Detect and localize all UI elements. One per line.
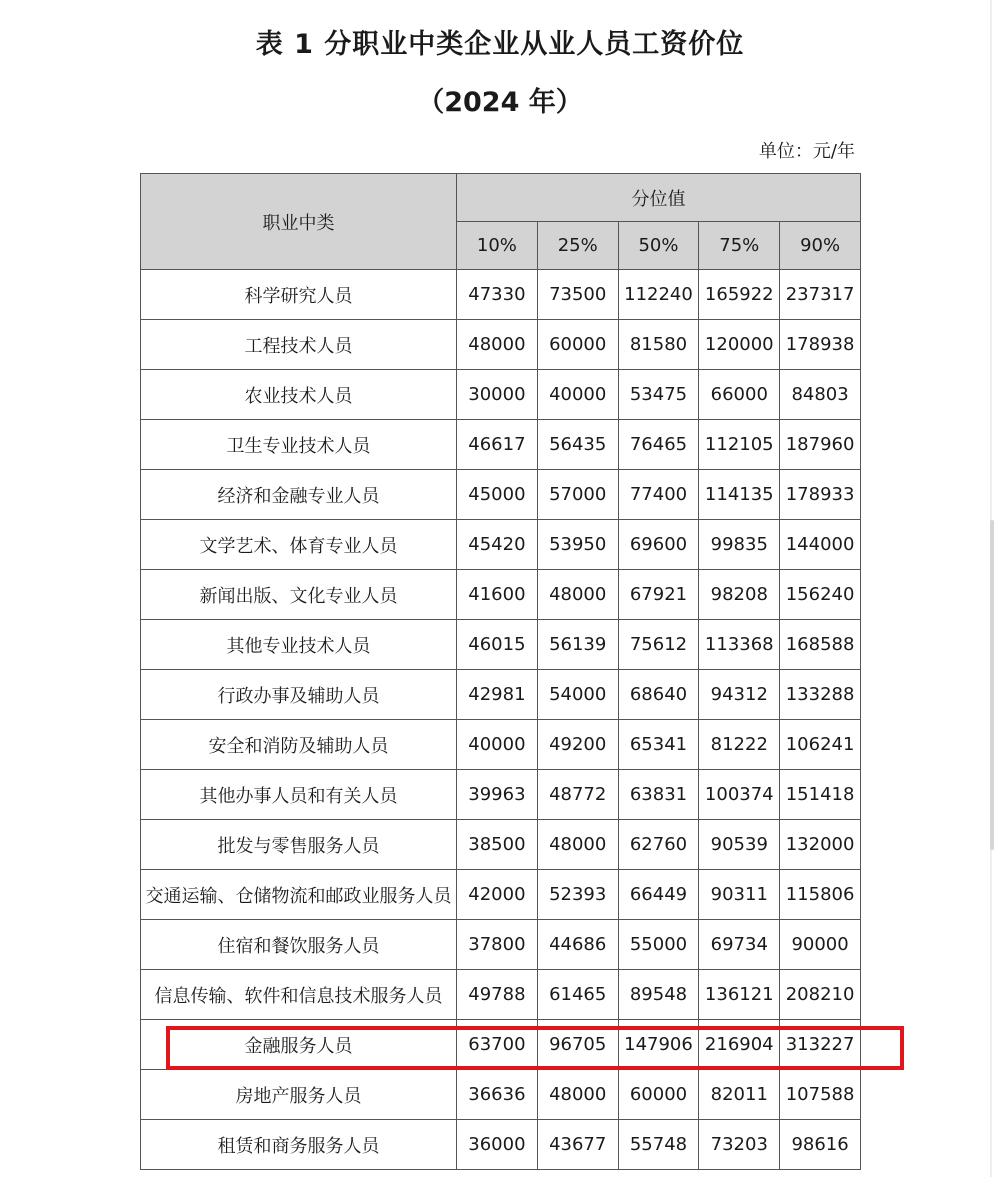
wage-value-cell: 84803 [780, 370, 861, 420]
wage-value-cell: 144000 [780, 520, 861, 570]
wage-value-cell: 66000 [699, 370, 780, 420]
wage-value-cell: 47330 [457, 270, 538, 320]
wage-value-cell: 62760 [618, 820, 699, 870]
occupation-cell: 交通运输、仓储物流和邮政业服务人员 [141, 870, 457, 920]
wage-value-cell: 237317 [780, 270, 861, 320]
wage-value-cell: 90539 [699, 820, 780, 870]
occupation-cell: 信息传输、软件和信息技术服务人员 [141, 970, 457, 1020]
wage-value-cell: 38500 [457, 820, 538, 870]
table-row [141, 770, 861, 820]
wage-value-cell: 73203 [699, 1120, 780, 1170]
occupation-cell: 租赁和商务服务人员 [141, 1120, 457, 1170]
wage-value-cell: 216904 [699, 1020, 780, 1070]
wage-value-cell: 168588 [780, 620, 861, 670]
wage-value-cell: 36636 [457, 1070, 538, 1120]
wage-value-cell: 46617 [457, 420, 538, 470]
wage-value-cell: 136121 [699, 970, 780, 1020]
occupation-cell: 住宿和餐饮服务人员 [141, 920, 457, 970]
table-row [141, 620, 861, 670]
occupation-cell: 其他专业技术人员 [141, 620, 457, 670]
occupation-cell: 房地产服务人员 [141, 1070, 457, 1120]
percentile-group-header: 分位值 [457, 174, 861, 222]
table-row [141, 920, 861, 970]
unit-note: 单位：元/年 [758, 141, 855, 162]
percentile-header-25: 25% [537, 222, 618, 270]
wage-value-cell: 165922 [699, 270, 780, 320]
wage-value-cell: 61465 [537, 970, 618, 1020]
occupation-cell: 经济和金融专业人员 [141, 470, 457, 520]
wage-value-cell: 42000 [457, 870, 538, 920]
wage-value-cell: 30000 [457, 370, 538, 420]
occupation-cell: 其他办事人员和有关人员 [141, 770, 457, 820]
occupation-cell: 工程技术人员 [141, 320, 457, 370]
wage-value-cell: 54000 [537, 670, 618, 720]
wage-value-cell: 89548 [618, 970, 699, 1020]
wage-value-cell: 46015 [457, 620, 538, 670]
wage-value-cell: 57000 [537, 470, 618, 520]
wage-value-cell: 40000 [457, 720, 538, 770]
wage-value-cell: 65341 [618, 720, 699, 770]
wage-value-cell: 36000 [457, 1120, 538, 1170]
wage-value-cell: 115806 [780, 870, 861, 920]
occupation-cell: 文学艺术、体育专业人员 [141, 520, 457, 570]
wage-value-cell: 44686 [537, 920, 618, 970]
percentile-header-75: 75% [699, 222, 780, 270]
wage-value-cell: 67921 [618, 570, 699, 620]
wage-value-cell: 66449 [618, 870, 699, 920]
wage-value-cell: 68640 [618, 670, 699, 720]
wage-value-cell: 41600 [457, 570, 538, 620]
wage-value-cell: 99835 [699, 520, 780, 570]
wage-value-cell: 40000 [537, 370, 618, 420]
wage-value-cell: 208210 [780, 970, 861, 1020]
occupation-cell: 卫生专业技术人员 [141, 420, 457, 470]
percentile-header-10: 10% [457, 222, 538, 270]
wage-value-cell: 63831 [618, 770, 699, 820]
occupation-cell: 农业技术人员 [141, 370, 457, 420]
occupation-cell: 行政办事及辅助人员 [141, 670, 457, 720]
wage-value-cell: 43677 [537, 1120, 618, 1170]
wage-value-cell: 69600 [618, 520, 699, 570]
table-row [141, 520, 861, 570]
table-row [141, 320, 861, 370]
occupation-cell: 新闻出版、文化专业人员 [141, 570, 457, 620]
wage-value-cell: 113368 [699, 620, 780, 670]
wage-value-cell: 96705 [537, 1020, 618, 1070]
wage-value-cell: 53475 [618, 370, 699, 420]
table-row [141, 870, 861, 920]
wage-value-cell: 107588 [780, 1070, 861, 1120]
wage-value-cell: 112105 [699, 420, 780, 470]
wage-value-cell: 90000 [780, 920, 861, 970]
wage-value-cell: 120000 [699, 320, 780, 370]
wage-value-cell: 53950 [537, 520, 618, 570]
wage-value-cell: 39963 [457, 770, 538, 820]
wage-value-cell: 63700 [457, 1020, 538, 1070]
table-row [141, 670, 861, 720]
wage-value-cell: 55000 [618, 920, 699, 970]
table-row [141, 720, 861, 770]
table-row [141, 570, 861, 620]
wage-value-cell: 77400 [618, 470, 699, 520]
wage-value-cell: 52393 [537, 870, 618, 920]
wage-value-cell: 45420 [457, 520, 538, 570]
wage-value-cell: 56435 [537, 420, 618, 470]
wage-value-cell: 90311 [699, 870, 780, 920]
wage-value-cell: 45000 [457, 470, 538, 520]
occupation-cell: 金融服务人员 [141, 1020, 457, 1070]
wage-value-cell: 49200 [537, 720, 618, 770]
wage-table [140, 173, 861, 1170]
wage-value-cell: 42981 [457, 670, 538, 720]
occupation-cell: 批发与零售服务人员 [141, 820, 457, 870]
wage-value-cell: 56139 [537, 620, 618, 670]
highlight-box [166, 1026, 904, 1070]
occupation-cell: 安全和消防及辅助人员 [141, 720, 457, 770]
wage-value-cell: 48000 [457, 320, 538, 370]
wage-value-cell: 49788 [457, 970, 538, 1020]
table-row [141, 1120, 861, 1170]
wage-value-cell: 178933 [780, 470, 861, 520]
scrollbar-thumb[interactable] [990, 520, 994, 850]
wage-value-cell: 48772 [537, 770, 618, 820]
wage-value-cell: 37800 [457, 920, 538, 970]
table-row [141, 420, 861, 470]
wage-value-cell: 81222 [699, 720, 780, 770]
table-row [141, 270, 861, 320]
table-row [141, 820, 861, 870]
wage-value-cell: 82011 [699, 1070, 780, 1120]
wage-value-cell: 112240 [618, 270, 699, 320]
occupation-cell: 科学研究人员 [141, 270, 457, 320]
wage-value-cell: 48000 [537, 1070, 618, 1120]
wage-value-cell: 60000 [618, 1070, 699, 1120]
wage-value-cell: 100374 [699, 770, 780, 820]
wage-value-cell: 151418 [780, 770, 861, 820]
document-year: （2024 年） [417, 87, 583, 118]
table-row [141, 470, 861, 520]
document-title: 表 1 分职业中类企业从业人员工资价位 [255, 29, 745, 60]
percentile-header-50: 50% [618, 222, 699, 270]
wage-value-cell: 156240 [780, 570, 861, 620]
wage-value-cell: 73500 [537, 270, 618, 320]
wage-value-cell: 132000 [780, 820, 861, 870]
wage-value-cell: 81580 [618, 320, 699, 370]
wage-value-cell: 48000 [537, 570, 618, 620]
table-row [141, 370, 861, 420]
table-row [141, 970, 861, 1020]
wage-value-cell: 114135 [699, 470, 780, 520]
wage-value-cell: 313227 [780, 1020, 861, 1070]
wage-value-cell: 94312 [699, 670, 780, 720]
wage-value-cell: 60000 [537, 320, 618, 370]
occupation-column-header: 职业中类 [141, 174, 457, 270]
wage-value-cell: 98208 [699, 570, 780, 620]
wage-value-cell: 98616 [780, 1120, 861, 1170]
wage-value-cell: 48000 [537, 820, 618, 870]
percentile-header-90: 90% [780, 222, 861, 270]
table-row [141, 1070, 861, 1120]
wage-value-cell: 147906 [618, 1020, 699, 1070]
wage-value-cell: 76465 [618, 420, 699, 470]
wage-value-cell: 106241 [780, 720, 861, 770]
wage-value-cell: 133288 [780, 670, 861, 720]
wage-value-cell: 55748 [618, 1120, 699, 1170]
wage-value-cell: 178938 [780, 320, 861, 370]
wage-value-cell: 69734 [699, 920, 780, 970]
wage-value-cell: 187960 [780, 420, 861, 470]
wage-value-cell: 75612 [618, 620, 699, 670]
